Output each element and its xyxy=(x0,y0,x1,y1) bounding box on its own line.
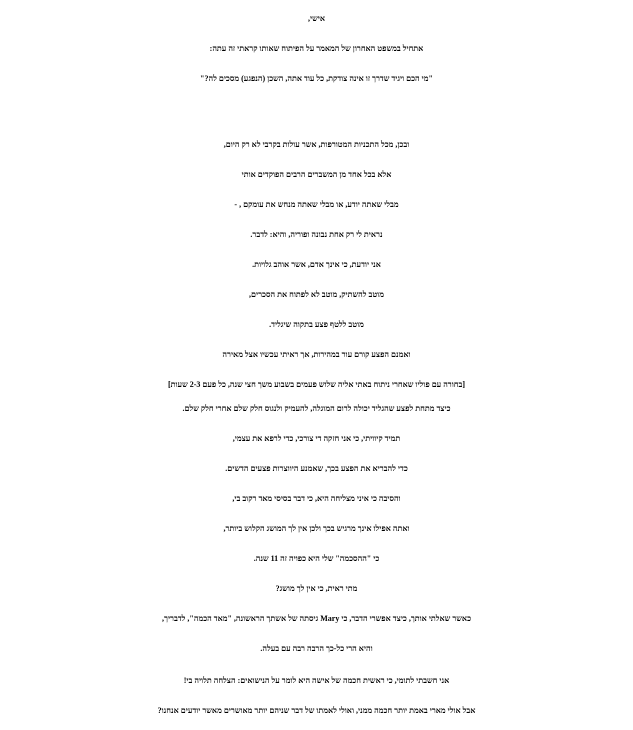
text-line: אני יודעת, כי אינך אדם, אשר אוהב גלויות. xyxy=(252,260,381,269)
text-line: ואתה אפילו אינך מרגיש בכך ולכן אין לך המושג הקלוש ביותר, xyxy=(223,524,410,533)
greeting-line: אישי, xyxy=(308,14,325,23)
text-line: אלא בכל אחד מן המשברים הרבים הפוקדים אותי xyxy=(241,170,392,179)
text-line: כדי להבריא את הפצע בכך, שאמנע היווצרות פצעים הדשים. xyxy=(225,464,408,473)
quote-line: "מי הכם ויגיד שדרך זו אינה צודקת, כל עוד אתה, השכן (הנפגע) מסכים לה?" xyxy=(200,74,433,83)
text-line: תמיד קיוויתי, כי אני חזקה די צורכי, כדי לרפא את עצמי, xyxy=(232,434,401,443)
text-line: כיצד מתחת לפצע שהגליד יכולה לרום המוגלה, להעמיק ולנגוס חלק שלם אחרי חלק שלם. xyxy=(182,404,451,413)
bracket-note-line: [בחורה עם פוליו שאחרי ניתוח באתי אליה שלוש פעמים בשבוע משך חצי שנה, כל פעם 2-3 שעות] xyxy=(167,380,466,389)
text-line: מבלי שאתה יודע, או מבלי שאתה מנחש את עומקם , - xyxy=(234,200,399,209)
text-line: אני חשבתי לתומי, כי ראשית חכמה של אישה היא לומר על הנישואים: הצלחה תלויה בי! xyxy=(183,676,450,685)
text-line: מוטב ללטף פצע בתקוה שיגליד. xyxy=(269,320,364,329)
text-line: והסיבה כי איני מצליחה היא, כי דבר בסיסי מאד רקוב בי, xyxy=(232,494,401,503)
text-line: כאשר שאלתי אותך, כיצד אפשרי הדבר, כי Mary גיסתה של אשתך הראשונה, "מאד הכמה", לדבריך, xyxy=(162,614,471,623)
text-line: והיא הרי כל-כך הרבה רבה עם בעלה. xyxy=(260,644,373,653)
text-line: מוטב להשתיק, מוטב לא לפתוח את הסכרים, xyxy=(249,290,384,299)
text-line: אבל אולי מארי באמת יותר חכמה ממני, ואולי לאמתו של דבר שניהם יותר מאושרים מאשר יודעים אנחנו? xyxy=(157,706,476,715)
text-line: ובכן, מכל התכניות המטורפות, אשר עולות בקרבי לא רק היום, xyxy=(223,140,410,149)
text-line: מתי ראית, כי אין לך מושג? xyxy=(275,584,358,593)
text-line: אתחיל במשפט האחרון של המאמר על הפיתוח שאותו קראתי זה עתה: xyxy=(209,44,424,53)
text-line: כי "ההסכמה" שלי היא כפויה זה 11 שנה. xyxy=(253,554,380,563)
text-line: ואמנם הפצע קורם עור במהירות, אך ראיתי עכשיו אצל מאירה xyxy=(222,350,411,359)
text-line: נראית לי רק אחת נבונה ופוריה, והיא: לדבר. xyxy=(250,230,383,239)
